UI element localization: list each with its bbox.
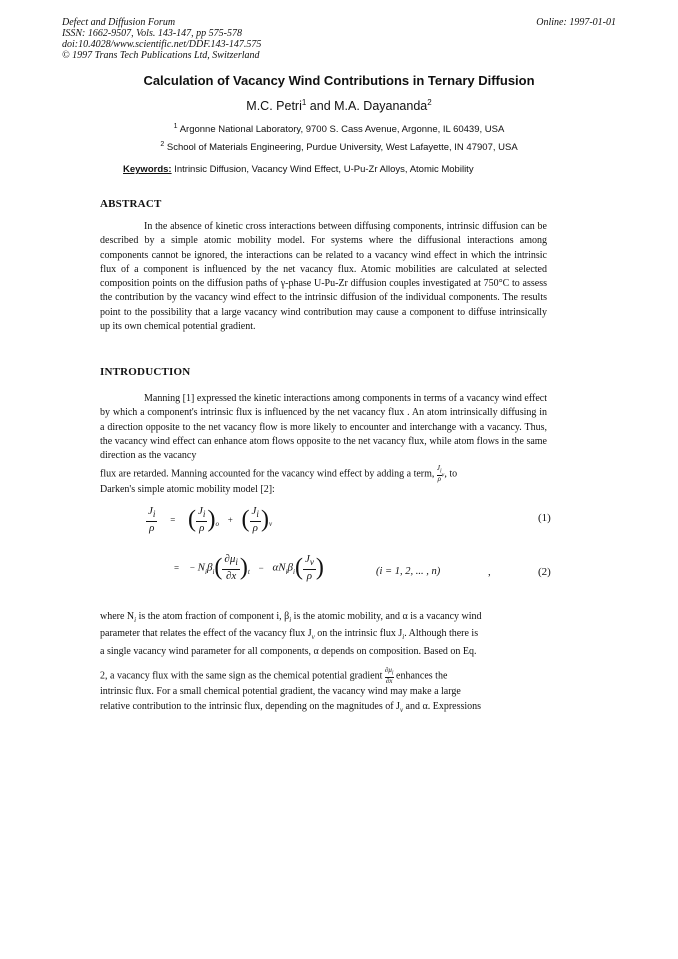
intro-paragraph-1 (100, 392, 547, 463)
p2-l2b: on the intrinsic flux J (314, 628, 403, 640)
p2-l3: a single vacancy wind parameter for all components, α depends on composition. Based on Eq. (100, 645, 477, 657)
p2-l4b: enhances the (396, 670, 448, 682)
equation-2-comma: , (488, 566, 491, 578)
keywords (123, 164, 474, 175)
abstract-heading: ABSTRACT (100, 198, 162, 210)
affiliation-2-sup: 2 (160, 141, 165, 148)
affiliation-1-sup: 1 (173, 123, 178, 130)
abstract-text: In the absence of kinetic cross interactions between diffusing components, intrinsic diffusion can be described by a simple atomic mobility model. For systems where the diffusional interactions among components cannot be ignored, the interactions can be related to a vacancy wind effect in which the intrinsic flux of a component is influenced by the net vacancy flux. Atomic mobilities are calculated at selected composition points on the diffusion paths of γ-phase U-Pu-Zr diffusion couples investigated at 750°C to assess the contribution by the vacancy wind effect to the intrinsic diffusion of the individual components. The results point to the possibility that a large vacancy wind contribution may cause a component to diffuse intrinsically up its own chemical potential gradient. (100, 221, 547, 333)
p2-l1: where N (100, 611, 135, 622)
p2-l6b: and α. Expressions (403, 700, 482, 712)
intro-p1-cont-b: , to (444, 468, 458, 480)
author-2-sup: 2 (427, 98, 432, 107)
affiliation-1 (0, 123, 678, 135)
equation-1: $\frac{J_i}{\rho}$ = ( $\frac{J_i}{\rho}$ )$_o$ + ( $\frac{J_i}{\rho}$ )$_v$ (148, 505, 273, 535)
equation-2-range: (i = 1, 2, ... , n) (376, 566, 441, 577)
keywords-text: Intrinsic Diffusion, Vacancy Wind Effect, U-Pu-Zr Alloys, Atomic Mobility (171, 164, 474, 175)
intro-p1-cont-c: Darken's simple atomic mobility model [2]: (100, 484, 275, 496)
author-1-sup: 1 (301, 98, 307, 107)
p2-l4: 2, a vacancy flux with the same sign as the chemical potential gradient (100, 670, 383, 682)
p2-l1b: is the atom fraction of component i, β (136, 611, 290, 622)
equation-2: = − $N_i\beta_i$( $\frac{\partial\mu_i}{\partial x}$ )$_t - \alpha N_i\beta_i$( $\frac{J_v}{\rho}$ ) (174, 553, 324, 583)
intro-p1-cont-a: flux are retarded. Manning accounted for the vacancy wind effect by adding a term, (100, 468, 435, 480)
p2-l2: parameter that relates the effect of the vacancy flux J (100, 628, 312, 640)
copyright-line: © 1997 Trans Tech Publications Ltd, Switzerland (62, 50, 260, 61)
author-2: M.A. Dayananda (334, 99, 428, 114)
abstract-body (100, 220, 547, 334)
equation-2-number: (2) (538, 566, 551, 578)
p2-l1c: is the atomic mobility, and α is a vacancy wind (291, 611, 482, 622)
intro-p1-continuation: flux are retarded. Manning accounted for the vacancy wind effect by adding a term, $\frac{J_i}{\rho}v$, to Darken's simple atomic mobility model [2]: (100, 464, 458, 496)
keywords-label: Keywords: (123, 164, 172, 175)
vacancy-term-inline: $\frac{J_i}{\rho}$ (436, 464, 442, 484)
affiliation-1-text: Argonne National Laboratory, 9700 S. Cass Avenue, Argonne, IL 60439, USA (179, 124, 505, 136)
p2-l5: intrinsic flux. For a small chemical potential gradient, the vacancy wind may make a large (100, 686, 461, 698)
author-and: and (306, 99, 335, 114)
issn-line: ISSN: 1662-9507, Vols. 143-147, pp 575-578 (62, 28, 242, 39)
affiliation-2-text: School of Materials Engineering, Purdue University, West Lafayette, IN 47907, USA (166, 142, 518, 154)
p2-l2c: . Although there is (404, 628, 479, 640)
paper-title: Calculation of Vacancy Wind Contributions in Ternary Diffusion (143, 73, 535, 88)
intro-paragraph-2: where $N_i$ is the atom fraction of component i, $\beta_i$ is the atomic mobility, and α is a vacancy wind parameter that relates the effect of the vacancy flux $J_v$ on the intrinsic flux $J_i$. Although there is a single vacancy wind parameter for all components, α depends on composition. Based on Eq. 2, a vacancy flux with the same sign as the chemical potential gradient $\frac{\partial\mu_i}{\partial x}$ enhances the intrinsic flux. For a small chemical potential gradient, the vacancy wind may make a large relative contribution to the intrinsic flux, depending on the magnitudes of $J_v$ and α. Expressions (100, 610, 560, 717)
author-1: M.C. Petri (246, 99, 302, 114)
p2-l6: relative contribution to the intrinsic flux, depending on the magnitudes of J (100, 700, 400, 712)
affiliation-2 (0, 141, 678, 153)
online-date: Online: 1997-01-01 (536, 17, 616, 28)
author-line (0, 98, 678, 113)
journal-name: Defect and Diffusion Forum (62, 17, 176, 28)
introduction-heading: INTRODUCTION (100, 366, 191, 378)
equation-1-number: (1) (538, 512, 551, 524)
chem-potential-gradient-inline: $\frac{\partial\mu_i}{\partial x}$ (384, 665, 394, 686)
journal-header (62, 17, 261, 61)
intro-p1-text: Manning [1] expressed the kinetic interactions among components in terms of a vacancy wind effect by which a component's intrinsic flux is influenced by the net vacancy flux . An atom intrinsically diffusing in a direction opposite to the net vacancy flow is more likely to encounter and interchange with a vacancy. Thus, the vacancy wind effect can enhance atom flows opposite to the net vacancy flux, while atom flows in the same direction as the vacancy (100, 393, 547, 462)
doi-line: doi:10.4028/www.scientific.net/DDF.143-147.575 (62, 39, 262, 50)
